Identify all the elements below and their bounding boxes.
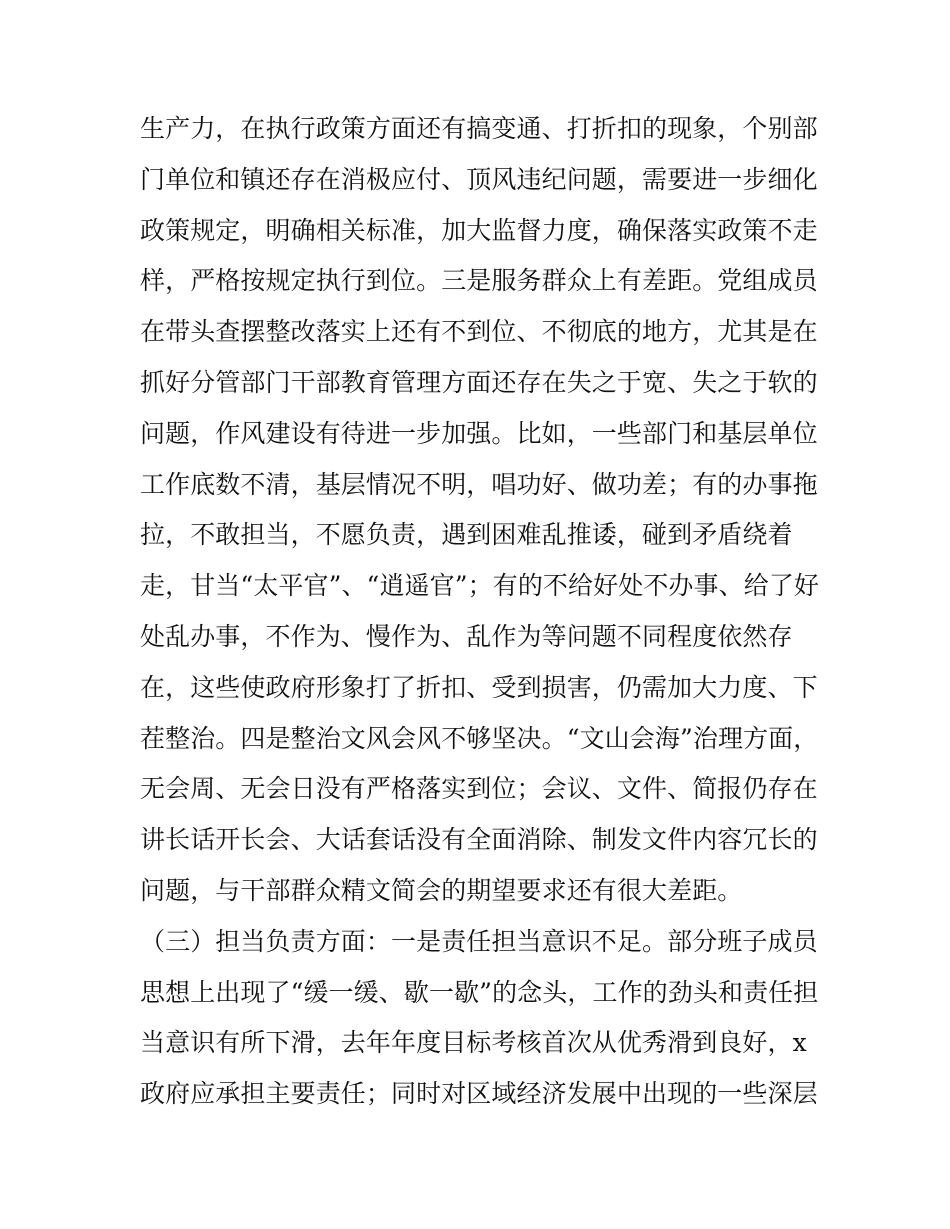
- text-line: 讲长话开长会、大话套话没有全面消除、制发文件内容冗长的: [140, 825, 818, 855]
- text-line: 门单位和镇还存在消极应付、顶风违纪问题，需要进一步细化: [140, 164, 818, 194]
- text-line: 拉，不敢担当，不愿负责，遇到困难乱推诿，碰到矛盾绕着: [140, 520, 793, 550]
- text-line: 样，严格按规定执行到位。三是服务群众上有差距。党组成员: [140, 266, 818, 296]
- text-line: 当意识有所下滑，去年年度目标考核首次从优秀滑到良好，x: [140, 1028, 807, 1058]
- text-line: 生产力，在执行政策方面还有搞变通、打折扣的现象，个别部: [140, 114, 818, 143]
- text-line: 处乱办事，不作为、慢作为、乱作为等问题不同程度依然存: [140, 621, 793, 651]
- text-line: 政策规定，明确相关标准，加大监督力度，确保落实政策不走: [140, 215, 818, 245]
- text-line: 抓好分管部门干部教育管理方面还存在失之于宽、失之于软的: [140, 367, 818, 397]
- text-line: 思想上出现了“缓一缓、歇一歇”的念头，工作的劲头和责任担: [140, 977, 819, 1007]
- text-line: （三）担当负责方面：一是责任担当意识不足。部分班子成员: [140, 926, 818, 956]
- text-line: 在，这些使政府形象打了折扣、受到损害，仍需加大力度、下: [140, 672, 818, 702]
- text-line: 无会周、无会日没有严格落实到位；会议、文件、简报仍存在: [140, 774, 818, 804]
- text-line: 问题，作风建设有待进一步加强。比如，一些部门和基层单位: [140, 418, 818, 448]
- text-line: 工作底数不清，基层情况不明，唱功好、做功差；有的办事拖: [140, 469, 818, 499]
- text-line: 在带头查摆整改落实上还有不到位、不彻底的地方，尤其是在: [140, 317, 818, 347]
- text-line: 政府应承担主要责任；同时对区域经济发展中出现的一些深层: [140, 1079, 818, 1109]
- text-line: 茬整治。四是整治文风会风不够坚决。“文山会海”治理方面，: [140, 723, 819, 753]
- body-text: [140, 104, 820, 1120]
- text-line: 问题，与干部群众精文简会的期望要求还有很大差距。: [140, 875, 743, 905]
- text-line: 走，甘当“太平官”、“逍遥官”；有的不给好处不办事、给了好: [140, 571, 820, 601]
